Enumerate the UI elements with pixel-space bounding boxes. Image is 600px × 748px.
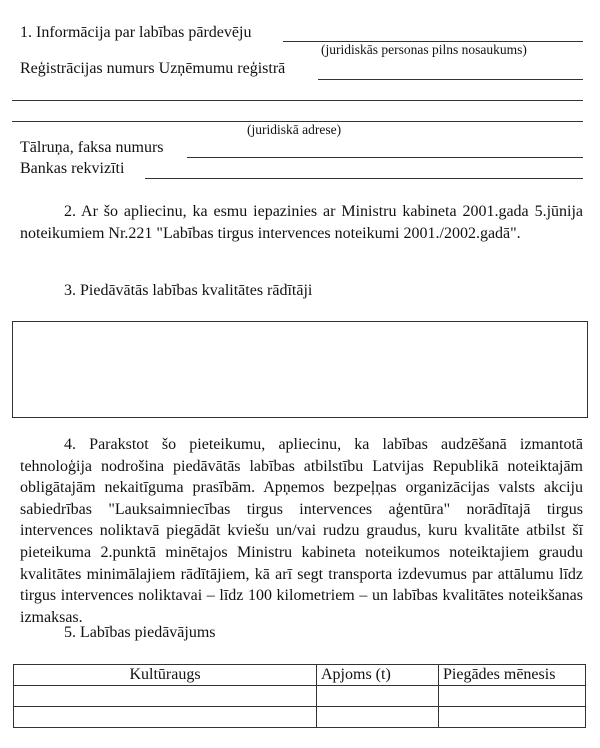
delivery-month-cell[interactable] — [439, 707, 586, 728]
crop-cell[interactable] — [14, 707, 317, 728]
section-2-text: 2. Ar šo apliecinu, ka esmu iepazinies ar Ministru kabineta 2001.gada 5.jūnija noteikumiem Nr.221 "Labības tirgus intervences noteikumi 2001./2002.gadā". — [20, 203, 583, 242]
bank-details-field[interactable] — [145, 178, 583, 179]
section-2-paragraph — [20, 201, 583, 244]
delivery-month-cell[interactable] — [439, 686, 586, 707]
address-note: (juridiskā adrese) — [247, 122, 342, 137]
seller-info-label: 1. Informācija par labības pārdevēju — [20, 24, 252, 41]
volume-cell[interactable] — [317, 686, 439, 707]
column-header-crop: Kultūraugs — [14, 665, 317, 686]
table-row — [14, 707, 586, 728]
column-header-delivery-month: Piegādes mēnesis — [439, 665, 586, 686]
address-field-line-1[interactable] — [12, 100, 583, 101]
quality-indicators-box[interactable] — [12, 321, 588, 418]
table-header-row — [14, 665, 586, 686]
phone-fax-field[interactable] — [187, 157, 583, 158]
registration-number-field[interactable] — [318, 79, 583, 80]
section-3-title: 3. Piedāvātās labības kvalitātes rādītāji — [64, 282, 313, 299]
table-row — [14, 686, 586, 707]
phone-fax-label: Tālruņa, faksa numurs — [20, 139, 164, 156]
section-4-paragraph — [20, 434, 583, 628]
bank-details-label: Bankas rekvizīti — [20, 160, 125, 177]
section-5-title: 5. Labības piedāvājums — [64, 624, 216, 641]
crop-cell[interactable] — [14, 686, 317, 707]
column-header-volume: Apjoms (t) — [317, 665, 439, 686]
grain-offer-table — [13, 664, 586, 728]
registration-label: Reģistrācijas numurs Uzņēmumu reģistrā — [20, 60, 286, 77]
seller-name-note: (juridiskās personas pilns nosaukums) — [321, 42, 527, 57]
section-4-text: 4. Parakstot šo pieteikumu, apliecinu, ka labības audzēšanā izmantotā tehnoloģija nodrošina piedāvātās labības atbilstību Latvijas Republikā noteiktajām obligātajām nekaitīguma prasībām. Apņemos bezpeļņas organizācijas valsts akciju sabiedrības "Lauksaimniecības tirgus intervences aģentūra" norādītajā tirgus intervences noliktavā piegādāt kviešu un/vai rudzu graudus, kuru kvalitāte atbilst šī pieteikuma 2.punktā minētajos Ministru kabineta noteikumos noteiktajiem graudu kvalitātes minimālajiem rādītājiem, kā arī segt transporta izdevumus par attālumu līdz tirgus intervences noliktavai – līdz 100 kilometriem – un labības kvalitātes noteikšanas izmaksas. — [20, 436, 583, 626]
volume-cell[interactable] — [317, 707, 439, 728]
